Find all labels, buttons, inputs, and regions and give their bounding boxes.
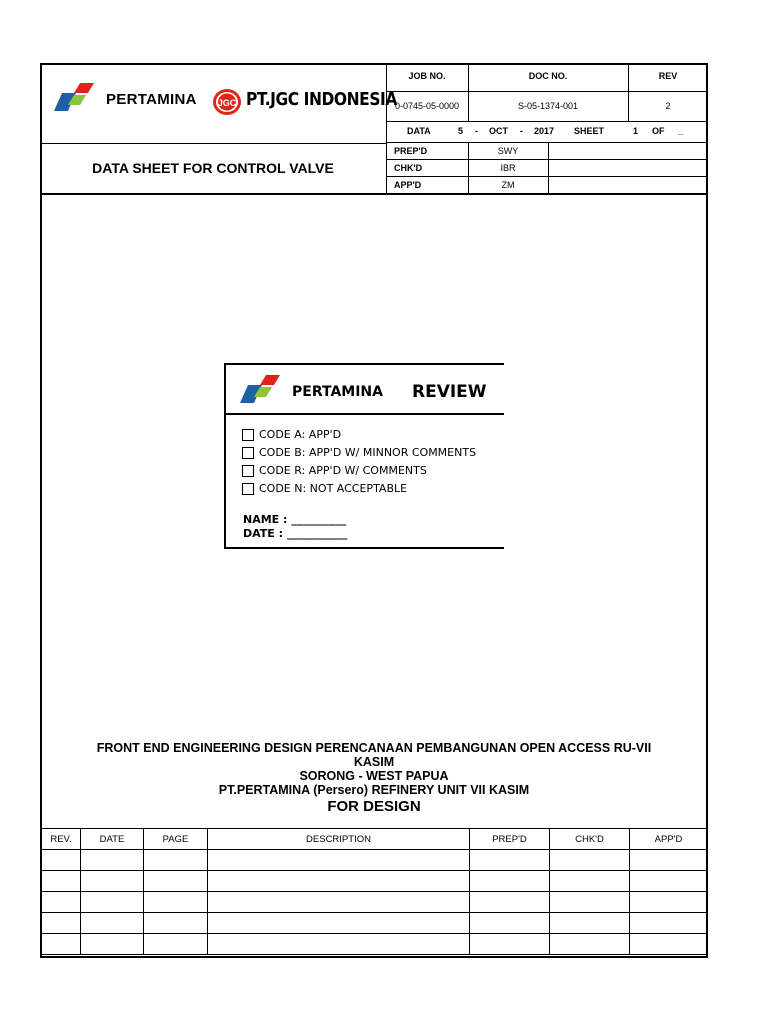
jgc-logo-mark-icon [212, 88, 242, 116]
stamp-date-field[interactable]: DATE : ___________ [243, 527, 348, 540]
table-cell [208, 892, 470, 913]
jgc-logo [212, 87, 397, 117]
project-title-line-2: KASIM [353, 755, 395, 769]
prepd-value: SWY [497, 146, 519, 156]
sheet-number: 1 [633, 126, 639, 136]
table-cell [144, 892, 208, 913]
stamp-heading: REVIEW [412, 382, 487, 402]
table-cell [550, 934, 630, 955]
table-cell [81, 871, 144, 892]
code-n-checkbox[interactable] [242, 483, 254, 495]
table-cell [550, 871, 630, 892]
date-sheet-row [386, 122, 708, 142]
table-cell [208, 913, 470, 934]
project-location: SORONG - WEST PAPUA [299, 769, 449, 783]
table-cell [550, 892, 630, 913]
table-cell [550, 850, 630, 871]
stamp-code-a[interactable] [242, 428, 341, 441]
project-title-line-1: FRONT END ENGINEERING DESIGN PERENCANAAN PEMBANGUNAN OPEN ACCESS RU-VII [96, 741, 652, 755]
revision-table [41, 828, 708, 955]
table-cell [208, 934, 470, 955]
table-row [42, 850, 708, 871]
date-month: OCT [489, 126, 508, 136]
code-a-label: CODE A: APP'D [259, 428, 342, 441]
table-cell [630, 934, 708, 955]
table-cell [144, 850, 208, 871]
table-cell [42, 892, 81, 913]
date-sep-1: - [475, 126, 478, 136]
sheet-of-label: OF [652, 126, 665, 136]
title-block [40, 63, 708, 195]
date-day: 5 [458, 126, 464, 136]
pertamina-logo [50, 81, 210, 117]
table-cell [630, 850, 708, 871]
col-header-date: DATE [81, 829, 144, 850]
table-cell [208, 871, 470, 892]
code-b-checkbox[interactable] [242, 447, 254, 459]
chkd-label: CHK'D [394, 163, 423, 173]
table-cell [144, 913, 208, 934]
date-sep-2: - [520, 126, 523, 136]
stamp-pertamina-logo-icon [236, 373, 284, 409]
code-b-label: CODE B: APP'D W/ MINNOR COMMENTS [259, 446, 477, 459]
jgc-logo-text: PT.JGC INDONESIA [246, 89, 397, 110]
document-purpose: FOR DESIGN [327, 798, 421, 815]
jgc-badge-text: JGC [217, 98, 237, 108]
code-n-label: CODE N: NOT ACCEPTABLE [259, 482, 408, 495]
table-row [42, 892, 708, 913]
table-cell [630, 871, 708, 892]
prepd-label: PREP'D [394, 146, 428, 156]
project-owner: PT.PERTAMINA (Persero) REFINERY UNIT VII KASIM [218, 783, 530, 797]
table-cell [470, 913, 550, 934]
col-header-appd: APP'D [630, 829, 708, 850]
revision-table-header [42, 829, 708, 850]
col-header-description: DESCRIPTION [208, 829, 470, 850]
table-cell [144, 871, 208, 892]
rev-value: 2 [665, 101, 671, 111]
pertamina-logo-text: PERTAMINA [106, 91, 197, 108]
review-stamp [224, 363, 504, 549]
table-cell [630, 913, 708, 934]
chkd-value: IBR [500, 163, 516, 173]
appd-value: ZM [501, 180, 515, 190]
table-cell [630, 892, 708, 913]
stamp-code-n[interactable] [242, 482, 407, 495]
col-header-chkd: CHK'D [550, 829, 630, 850]
table-cell [208, 850, 470, 871]
date-label: DATA [407, 126, 431, 136]
doc-no-label: DOC NO. [528, 71, 568, 81]
document-title: DATA SHEET FOR CONTROL VALVE [92, 160, 334, 176]
col-header-prepd: PREP'D [470, 829, 550, 850]
table-cell [144, 934, 208, 955]
stamp-brand: PERTAMINA [292, 384, 383, 400]
doc-no-value: S-05-1374-001 [517, 101, 579, 111]
table-cell [81, 913, 144, 934]
table-cell [470, 892, 550, 913]
table-cell [81, 892, 144, 913]
pertamina-logo-mark-icon [50, 81, 98, 117]
table-row [42, 913, 708, 934]
stamp-code-b[interactable] [242, 446, 476, 459]
table-cell [470, 934, 550, 955]
code-a-checkbox[interactable] [242, 429, 254, 441]
table-row [42, 871, 708, 892]
table-cell [550, 913, 630, 934]
col-header-page: PAGE [144, 829, 208, 850]
table-cell [81, 934, 144, 955]
stamp-code-r[interactable] [242, 464, 427, 477]
job-no-label: JOB NO. [408, 71, 446, 81]
table-cell [81, 850, 144, 871]
table-cell [42, 871, 81, 892]
table-cell [42, 913, 81, 934]
stamp-name-field[interactable]: NAME : __________ [243, 513, 347, 526]
sheet-total: _ [678, 126, 684, 136]
table-cell [42, 934, 81, 955]
table-cell [470, 850, 550, 871]
table-cell [42, 850, 81, 871]
rev-label: REV [658, 71, 678, 81]
job-no-value: 0-0745-05-0000 [394, 101, 460, 111]
col-header-rev: REV. [42, 829, 81, 850]
appd-label: APP'D [394, 180, 422, 190]
table-cell [470, 871, 550, 892]
table-row [42, 934, 708, 955]
sheet-label: SHEET [574, 126, 605, 136]
code-r-label: CODE R: APP'D W/ COMMENTS [259, 464, 427, 477]
code-r-checkbox[interactable] [242, 465, 254, 477]
date-year: 2017 [534, 126, 555, 136]
